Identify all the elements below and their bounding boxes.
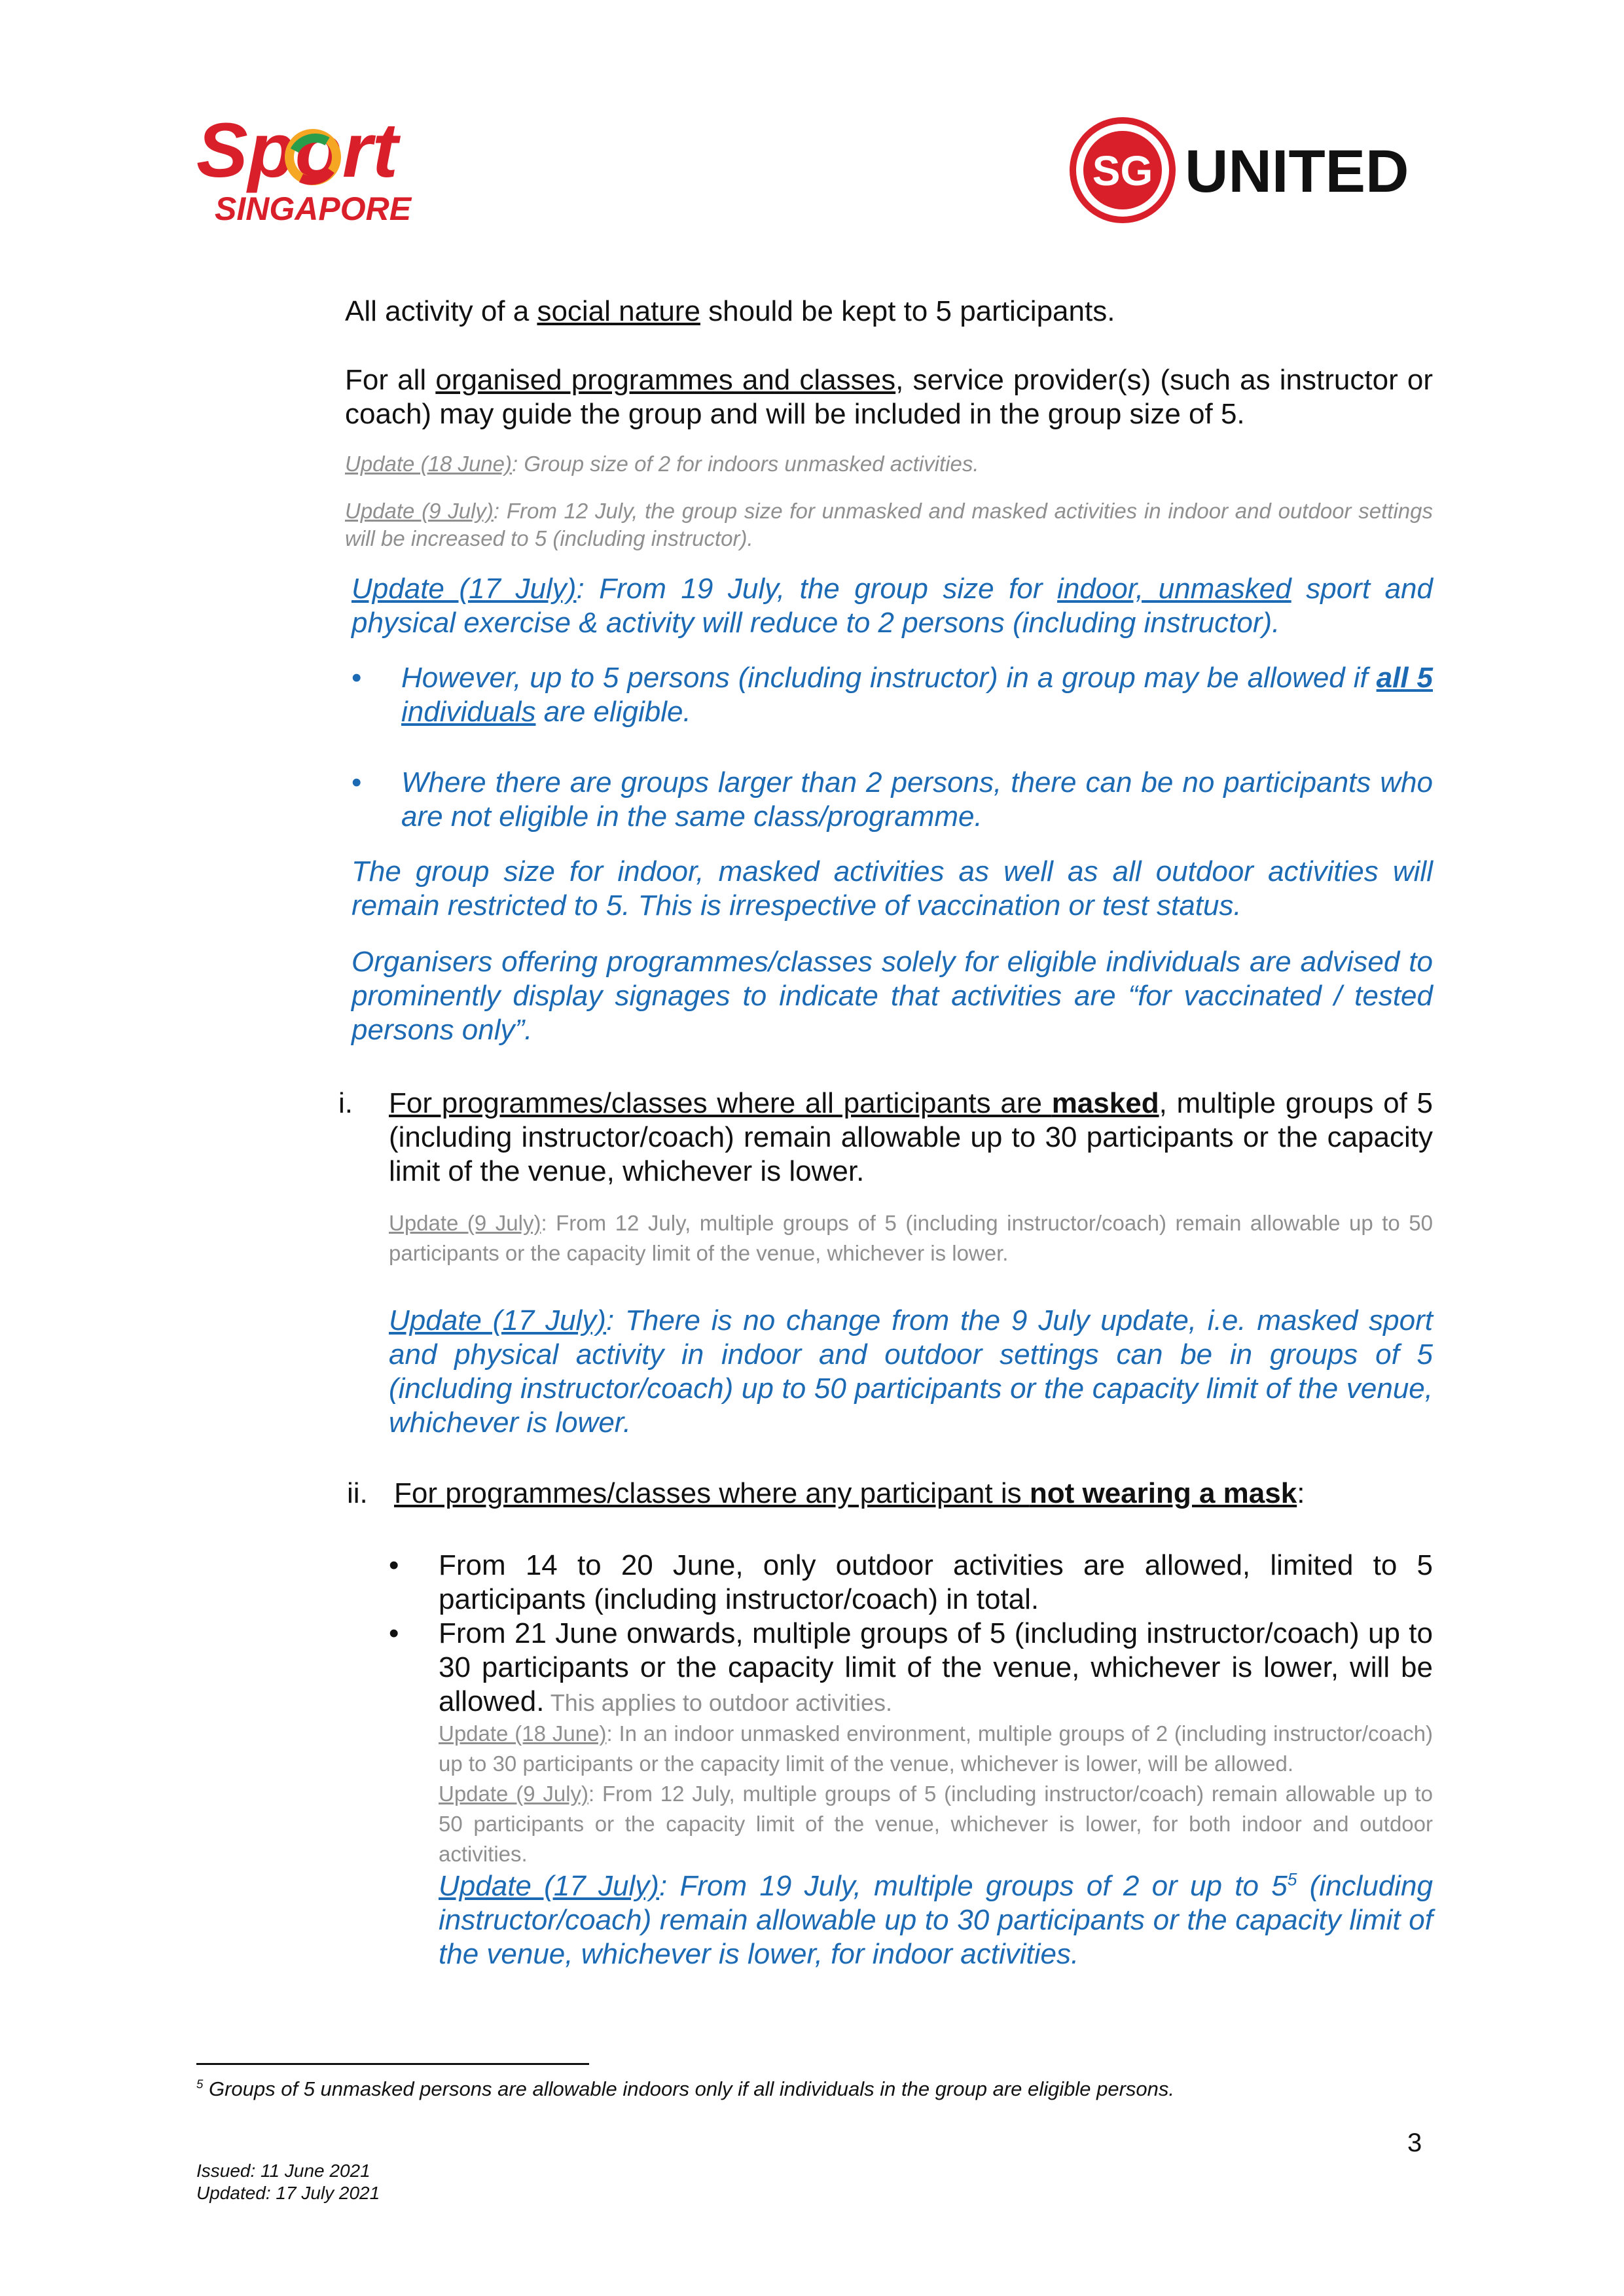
update-17-july-bullet-2: • Where there are groups larger than 2 persons, there can be no participants who are not eligible in the same class/programme. [352,766,1433,833]
sport-singapore-logo-graphic [196,105,445,229]
item-ii-heading: For programmes/classes where any participant is not wearing a mask: [394,1477,1305,1509]
organised-programmes-link: organised programmes and classes [435,364,896,396]
item-ii-update-17-july: Update (17 July): From 19 July, multiple groups of 2 or up to $5^5$ (including instructor/coach) remain allowable up to 30 participants or the capacity limit of the venue, whichever is lower, for indoor activities. [439,1869,1433,1970]
united-word: UNITED [1185,138,1409,205]
item-i-number: i. [338,1087,353,1119]
page-number: 3 [1407,2128,1422,2157]
social-nature-link: social nature [537,295,700,327]
item-i-update-9-july: Update (9 July): From 12 July, multiple groups of 5 (including instructor/coach) remain allowable up to 50 participants or the capacity limit of the venue, whichever is lower. [389,1211,1434,1265]
sg-badge-text: SG [1092,147,1153,194]
social-activity-paragraph: All activity of a social nature should be kept to 5 participants. [345,295,1115,327]
organisers-signage-paragraph: Organisers offering programmes/classes solely for eligible individuals are advised to prominently display signages to indicate that activities are “for vaccinated / tested persons only”. [352,946,1433,1046]
singapore-word: SINGAPORE [215,190,412,227]
footnote: $^5$ Groups of 5 unmasked persons are allowable indoors only if all individuals in the group are eligible persons. [196,2077,1175,2100]
item-i-update-17-july: Update (17 July): There is no change from the 9 July update, i.e. masked sport and physical activity in indoor and outdoor settings can be in groups of 5 (including instructor/coach) up to 50 participants or the capacity limit of the venue, whichever is lower. [389,1304,1433,1439]
sg-united-logo [1067,115,1420,229]
item-ii-number: ii. [347,1477,368,1509]
organised-programmes-paragraph: For all organised programmes and classes, service provider(s) (such as instructor or coach) may guide the group and will be included in the group size of 5. [345,364,1433,430]
masked-outdoor-paragraph: The group size for indoor, masked activities as well as all outdoor activities will remain restricted to 5. This is irrespective of vaccination or test status. [352,855,1433,922]
item-i-paragraph: For programmes/classes where all participants are masked, multiple groups of 5 (including instructor/coach) remain allowable up to 30 participants or the capacity limit of the venue, whichever is lower. [389,1087,1433,1187]
item-ii-update-9-july: Update (9 July): From 12 July, multiple groups of 5 (including instructor/coach) remain allowable up to 50 participants or the capacity limit of the venue, whichever is lower, for both indoor and outdoor activities. [439,1782,1434,1866]
sg-united-logo-graphic [1067,115,1420,229]
update-18-june-note: Update (18 June): Group size of 2 for indoors unmasked activities. [345,452,979,476]
update-17-july-bullet-1: • However, up to 5 persons (including instructor) in a group may be allowed if all 5 individuals are eligible. [352,662,1433,728]
issued-date: Issued: 11 June 2021 [196,2161,370,2181]
sport-singapore-logo [196,105,445,229]
issue-dates [196,2160,380,2204]
updated-date: Updated: 17 July 2021 [196,2183,380,2203]
sport-word: Sport [196,107,399,194]
item-ii-bullet-2: • From 21 June onwards, multiple groups of 5 (including instructor/coach) up to 30 participants or the capacity limit of the venue, whichever is lower, will be allowed. This applies to outdoor activities. Update (18 June): In an indoor unmasked environment, multiple groups of 2 (including instructor/coach) up to 30 participants or the capacity limit of the venue, whichever is lower, will be allowed. Update (9 July): From 12 July, multiple groups of 5 (including instructor/coach) remain allowable up to 50 participants or the capacity limit of the venue, whichever is lower, for both indoor and outdoor activities. Update (17 July): From 19 July, multiple groups of 2 or up to $5^5$ (including instructor/coach) remain allowable up to 30 participants or the capacity limit of the venue, whichever is lower, for indoor activities. [389,1617,1434,1970]
update-17-july-paragraph: Update (17 July): From 19 July, the group size for indoor, unmasked sport and physical exercise & activity will reduce to 2 persons (including instructor). [352,573,1434,639]
update-9-july-note: Update (9 July): From 12 July, the group size for unmasked and masked activities in indoor and outdoor settings will be increased to 5 (including instructor). [345,499,1433,550]
item-ii-update-18-june: Update (18 June): In an indoor unmasked environment, multiple groups of 2 (including instructor/coach) up to 30 participants or the capacity limit of the venue, whichever is lower, will be allowed. [439,1721,1433,1776]
item-ii-bullet-1: • From 14 to 20 June, only outdoor activities are allowed, limited to 5 participants (including instructor/coach) in total. [389,1549,1433,1615]
footnote-separator [196,2063,589,2065]
